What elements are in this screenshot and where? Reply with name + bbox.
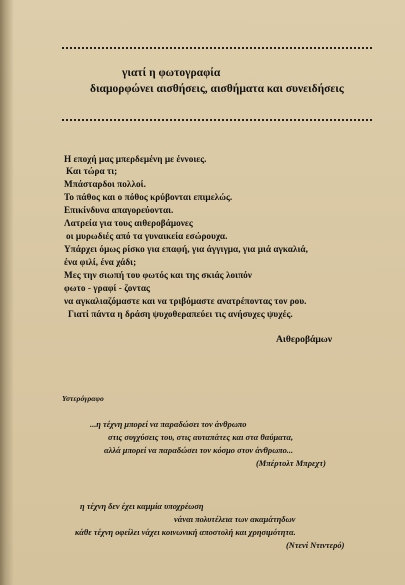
postscript-label: Υστερόγραφο (62, 394, 104, 403)
quote-line: αλλά μπορεί να παραδώσει τον κόσμο στον άνθρωπο... (104, 446, 294, 455)
top-dotted-rule (62, 47, 372, 49)
quote-line: η τέχνη δεν έχει καμμία υποχρέωση (80, 502, 204, 511)
poem-line: Μπάσταρδοι πολλοί. (64, 179, 146, 189)
poem-line: Γιατί πάντα η δράση ψυχοθεραπεύει τις ανήσυχες ψυχές. (68, 309, 293, 319)
quote-line: νάναι πολυτέλεια των ακαμάτηδων (174, 515, 296, 524)
poem-line: ένα φιλί, ένα χάδι; (64, 257, 137, 267)
poem-line: να αγκαλιαζόμαστε και να τριβόμαστε ανατρέποντας τον ρου. (64, 296, 307, 306)
header-title-line1: γιατί η φωτογραφία (122, 67, 221, 79)
poem-line: οι μυρωδιές από τα γυναικεία εσώρουχα. (66, 231, 228, 241)
page-binding-edge (0, 0, 14, 585)
header-title-line2: διαμορφώνει αισθήσεις, αισθήματα και συνειδήσεις (90, 83, 344, 95)
poem-line: Υπάρχει όμως ρίσκο για επαφή, για άγγιγμα, για μιά αγκαλιά, (64, 244, 308, 254)
middle-dotted-rule (62, 119, 372, 121)
poem-line: φωτο - γραφί - ζοντας (64, 283, 150, 293)
quote-attribution: (Ντενί Ντιντερό) (286, 541, 345, 550)
quote-line: ...η τέχνη μπορεί να παραδώσει τον άνθρωπο (90, 420, 247, 429)
quote-attribution: (Μπέρτολτ Μπρεχτ) (256, 459, 326, 468)
poem-signature: Αιθεροβάμων (276, 334, 333, 345)
poem-line: Μες την σιωπή του φωτός και της σκιάς λοιπόν (64, 270, 252, 280)
quote-line: στις συγχύσεις του, στις αυταπάτες και στα θαύματα, (108, 433, 294, 442)
quote-line: κάθε τέχνη οφείλει νάχει κοινωνική αποστολή και χρησιμότητα. (75, 528, 296, 537)
poem-line: Το πάθος και ο πόθος κρύβονται επιμελώς. (64, 192, 233, 202)
poem-line: Λατρεία για τους αιθεροβάμονες (64, 218, 193, 228)
poem-line: Επικίνδυνα απαγορεύονται. (64, 205, 174, 215)
poem-line: Και τώρα τι; (66, 166, 118, 176)
poem-line: Η εποχή μας μπερδεμένη με έννοιες. (64, 154, 207, 164)
